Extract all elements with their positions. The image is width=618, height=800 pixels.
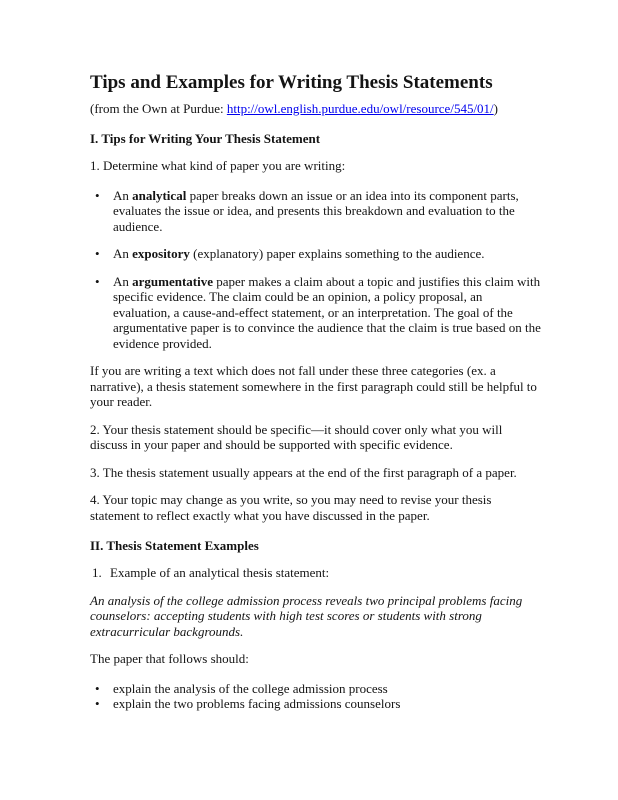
tip4-paragraph: 4. Your topic may change as you write, so you may need to revise your thesis statement to reflect exactly what you have discussed in the paper. [90, 492, 492, 523]
list-item-follow-1 [90, 681, 542, 697]
item-lead: An [113, 273, 133, 289]
paper-types-list [90, 188, 542, 352]
list-item-follow-2 [90, 696, 542, 712]
item-term: argumentative [132, 273, 214, 289]
list-item-text [113, 246, 485, 262]
list-item-text [113, 188, 542, 235]
source-line [90, 101, 542, 116]
item-term: analytical [132, 187, 187, 203]
list-item-text: explain the two problems facing admissions counselors [113, 696, 401, 711]
item-lead: An [113, 187, 133, 203]
example1-label: Example of an analytical thesis statement: [110, 565, 330, 580]
list-item-expository [90, 246, 542, 262]
item-lead: An [113, 246, 133, 261]
bullet-icon [90, 696, 113, 712]
section2-heading: II. Thesis Statement Examples [90, 538, 259, 553]
bullet-icon [90, 246, 113, 262]
bullet-icon [90, 188, 113, 235]
item-rest: (explanatory) paper explains something to the audience. [189, 246, 485, 261]
bullet-icon [90, 274, 113, 352]
list-item-text [113, 274, 542, 352]
item-rest: paper breaks down an issue or an idea into its component parts, evaluates the issue or idea, and presents this breakdown and evaluation to the audience. [113, 187, 519, 234]
item-rest: paper makes a claim about a topic and justifies this claim with specific evidence. The claim could be an opinion, a policy proposal, an evaluation, a cause-and-effect statement, or an interpretation. The goal of the argumentative paper is to convince the audience that the claim is true based on the evidence provided. [113, 273, 541, 351]
purdue-owl-link[interactable]: http://owl.english.purdue.edu/owl/resource/545/01/ [226, 101, 494, 116]
list-item-text: explain the analysis of the college admission process [113, 680, 388, 696]
item-term: expository [132, 246, 190, 261]
source-line-suffix: ) [493, 101, 499, 116]
list-item-analytical [90, 188, 542, 235]
example1-number: 1. [92, 565, 102, 580]
section1-heading: I. Tips for Writing Your Thesis Statement [90, 131, 321, 146]
follow-points-list [90, 681, 542, 712]
bullet-icon [90, 681, 113, 697]
source-line-prefix: (from the Own at Purdue: [90, 101, 227, 116]
list-item-argumentative [90, 274, 542, 352]
tip3-paragraph: 3. The thesis statement usually appears at the end of the first paragraph of a paper. [90, 464, 517, 480]
tip1-paragraph: 1. Determine what kind of paper you are writing: [90, 158, 346, 173]
example1-heading [90, 565, 542, 581]
follow-intro-paragraph: The paper that follows should: [90, 651, 249, 666]
page-title: Tips and Examples for Writing Thesis Statements [90, 72, 493, 93]
tip2-paragraph: 2. Your thesis statement should be specific—it should cover only what you will discuss in your paper and should be supported with specific evidence. [90, 421, 503, 452]
categories-note-paragraph: If you are writing a text which does not fall under these three categories (ex. a narrative), a thesis statement somewhere in the first paragraph could still be helpful to your reader. [90, 363, 537, 409]
example1-thesis-text: An analysis of the college admission process reveals two principal problems facing counselors: accepting students with high test scores or students with strong extracurricular backgrounds. [90, 592, 523, 639]
